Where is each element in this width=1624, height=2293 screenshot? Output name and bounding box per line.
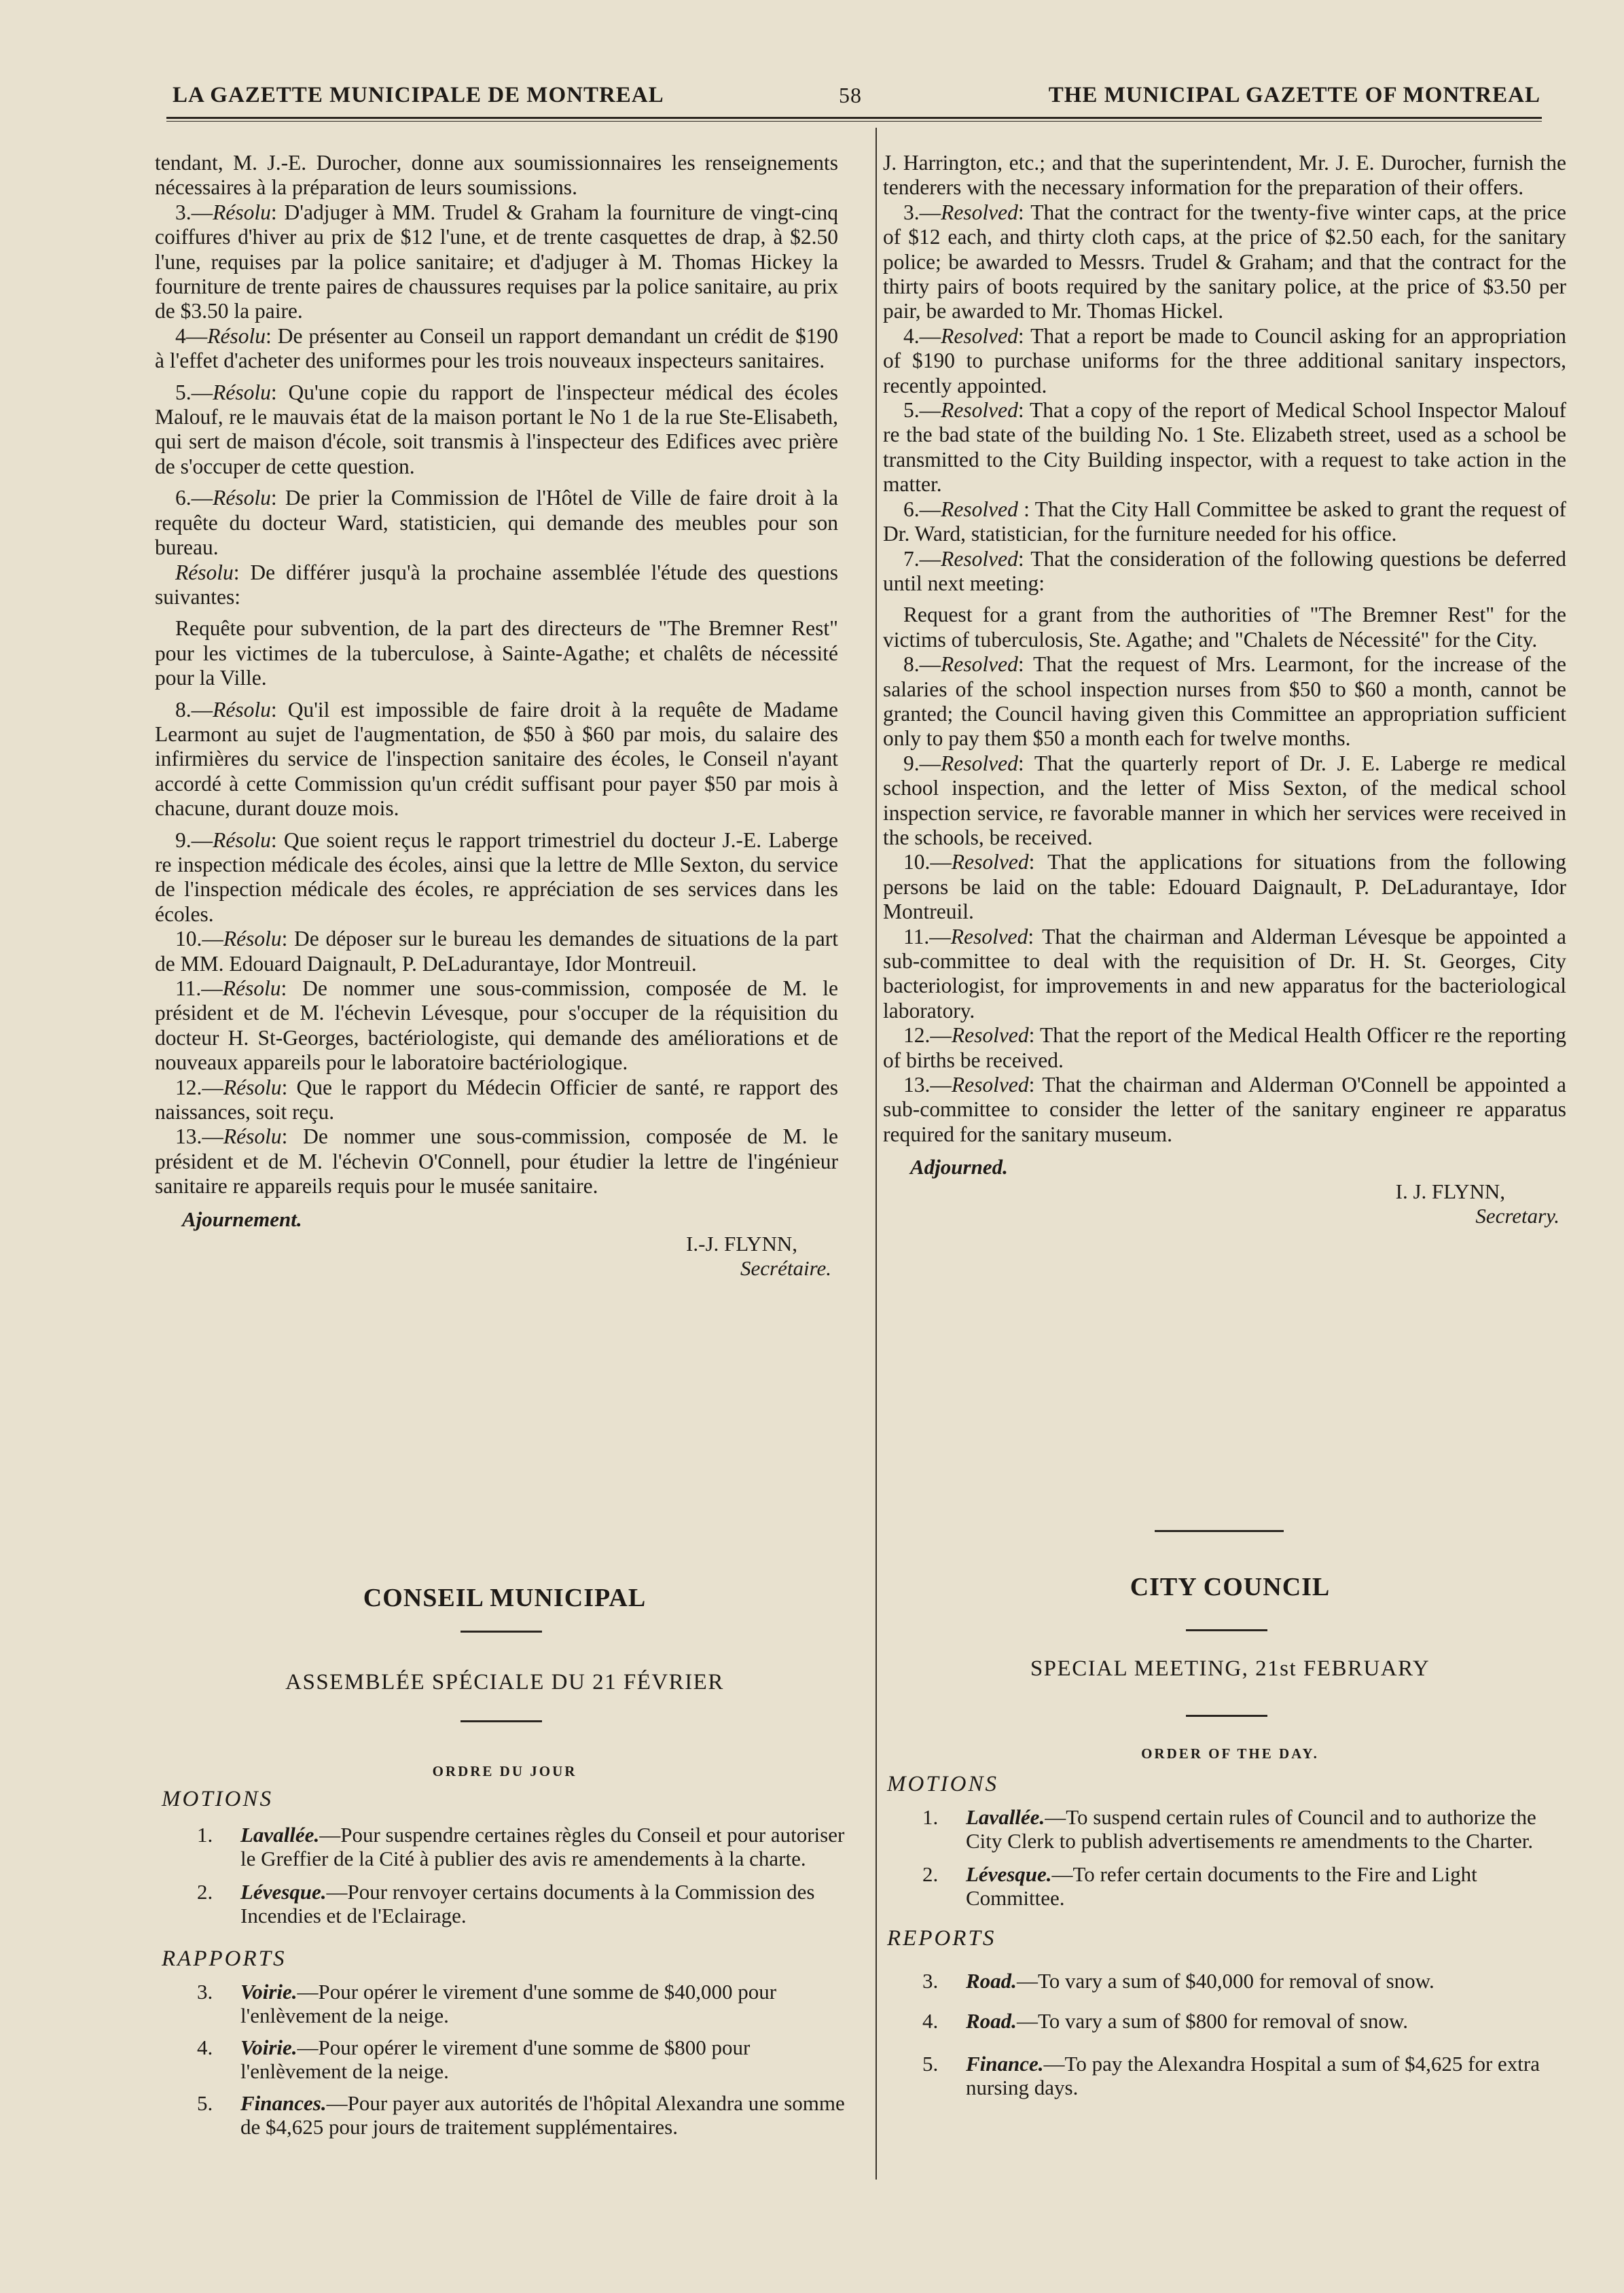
running-header [170, 76, 1540, 117]
header-title-fr: LA GAZETTE MUNICIPALE DE MONTREAL [173, 83, 664, 107]
fr-resolution-13: 13.—Résolu: De nommer une sous-commission, composée de M. le président et de M. l'échevin O'Connell, pour étudier la lettre de l'ingénieur sanitaire re appareils requis pour le musée sanitaire. [155, 1124, 838, 1198]
fr-resolution-12: 12.—Résolu: Que le rapport du Médecin Officier de santé, re rapport des naissances, soit reçu. [155, 1075, 838, 1124]
fr-resolution-9: 9.—Résolu: Que soient reçus le rapport trimestriel du docteur J.-E. Laberge re inspection médicale des écoles, ainsi que la lettre de Mlle Sexton, du service de l'inspection médicale des écoles, re appréciation de ses services dans les écoles. [155, 828, 838, 926]
en-resolution-6: 6.—Resolved : That the City Hall Committee be asked to grant the request of Dr. Ward, statistician, for the furniture needed for his office. [883, 497, 1566, 546]
fr-adjournment: Ajournement. [182, 1207, 302, 1231]
en-signature-name: I. J. FLYNN, [1395, 1179, 1505, 1204]
en-resolution-8: 8.—Resolved: That the request of Mrs. Learmont, for the increase of the salaries of the school inspection nurses from $50 to $60 a month, cannot be granted; the Council having given this Committee an appropriation sufficient only to pay them $50 a month each for twelve months. [883, 652, 1566, 751]
reports-label-fr: RAPPORTS [162, 1947, 287, 1971]
fr-signature-name: I.-J. FLYNN, [686, 1231, 797, 1256]
council-title-fr: CONSEIL MUNICIPAL [363, 1584, 647, 1612]
report-item-fr-5: 5. Finances.—Pour payer aux autorités de l'hôpital Alexandra une somme de $4,625 pour jours de traitement supplémentaires. [197, 2091, 845, 2139]
en-resolution-4: 4.—Resolved: That a report be made to Council asking for an appropriation of $190 to purchase uniforms for the three additional sanitary inspectors, recently appointed. [883, 323, 1566, 397]
report-item-fr-4: 4. Voirie.—Pour opérer le virement d'une somme de $800 pour l'enlèvement de la neige. [197, 2036, 751, 2083]
fr-para-1: tendant, M. J.-E. Durocher, donne aux soumissionnaires les renseignements nécessaires à la préparation de leurs soumissions. [155, 151, 838, 200]
section-divider [1155, 1530, 1284, 1532]
order-of-day-fr: ORDRE DU JOUR [432, 1763, 577, 1779]
order-of-day-en: ORDER OF THE DAY. [1141, 1745, 1319, 1762]
title-underline-en [1186, 1629, 1267, 1631]
header-rule-thin [166, 121, 1542, 122]
header-rule [166, 117, 1542, 119]
en-resolution-10: 10.—Resolved: That the applications for situations from the following persons be laid on the table: Edouard Daignault, P. DeLadurantaye, Idor Montreuil. [883, 850, 1566, 924]
en-resolution-9: 9.—Resolved: That the quarterly report of Dr. J. E. Laberge re medical school inspection, and the letter of Miss Sexton, of the medical school inspection service, re favorable manner in which her services were received in the schools, be received. [883, 751, 1566, 849]
motions-label-fr: MOTIONS [162, 1787, 274, 1811]
en-signature-title: Secretary. [1475, 1204, 1559, 1228]
fr-resolution-5: 5.—Résolu: Qu'une copie du rapport de l'inspecteur médical des écoles Malouf, re le mauvais état de la maison portant le No 1 de la rue Ste-Elisabeth, qui sert de maison d'école, soit transmis à l'inspecteur des Edifices avec prière de s'occuper de cette question. [155, 380, 838, 478]
en-deferred-items: Request for a grant from the authorities of "The Bremner Rest" for the victims of tuberculosis, Ste. Agathe; and "Chalets de Nécessité" for the City. [883, 603, 1566, 652]
en-resolution-5: 5.—Resolved: That a copy of the report of Medical School Inspector Malouf re the bad state of the building No. 1 Ste. Elizabeth street, used as a school be transmitted to the City Building inspector, with a request to take action in the matter. [883, 398, 1566, 497]
fr-resolution-3: 3.—Résolu: D'adjuger à MM. Trudel & Graham la fourniture de vingt-cinq coiffures d'hiver au prix de $12 l'une, et de trente casquettes de drap, à $2.50 l'une, requises par la police sanitaire; et d'adjuger à M. Thomas Hickey la fourniture de trente paires de chaussures requises par la police sanitaire, au prix de $3.50 la paire. [155, 200, 838, 323]
en-resolution-3: 3.—Resolved: That the contract for the twenty-five winter caps, at the price of $12 each, and thirty cloth caps, at the price of $2.50 each, for the sanitary police; be awarded to Messrs. Trudel & Graham; and that the contract for the thirty pairs of boots required by the sanitary police, at the price of $3.50 per pair, be awarded to Mr. Thomas Hickel. [883, 200, 1566, 323]
motion-item-en-2: 2. Lévesque.—To refer certain documents to the Fire and Light Committee. [922, 1862, 1477, 1910]
fr-deferred-items: Requête pour subvention, de la part des directeurs de "The Bremner Rest" pour les victimes de la tuberculose, à Sainte-Agathe; et chalêts de nécessité pour la Ville. [155, 616, 838, 690]
report-item-en-3: 3. Road.—To vary a sum of $40,000 for removal of snow. [922, 1969, 1434, 1993]
page-number: 58 [839, 83, 862, 107]
motion-item-fr-2: 2. Lévesque.—Pour renvoyer certains documents à la Commission des Incendies et de l'Eclairage. [197, 1880, 815, 1927]
column-english [883, 151, 1566, 1228]
en-adjournment: Adjourned. [910, 1155, 1008, 1179]
meeting-underline-fr [461, 1720, 542, 1722]
column-separator [876, 128, 877, 2180]
council-title-en: CITY COUNCIL [1130, 1573, 1331, 1601]
report-item-en-5: 5. Finance.—To pay the Alexandra Hospital a sum of $4,625 for extra nursing days. [922, 2052, 1540, 2099]
meeting-title-fr: ASSEMBLÉE SPÉCIALE DU 21 FÉVRIER [285, 1670, 724, 1694]
fr-signature-title: Secrétaire. [740, 1256, 831, 1280]
en-resolution-12: 12.—Resolved: That the report of the Medical Health Officer re the reporting of births be received. [883, 1023, 1566, 1072]
en-signature [883, 1179, 1566, 1228]
motions-label-en: MOTIONS [887, 1772, 999, 1796]
fr-signature [155, 1232, 838, 1281]
en-para-1: J. Harrington, etc.; and that the superintendent, Mr. J. E. Durocher, furnish the tenderers with the necessary information for the preparation of their offers. [883, 151, 1566, 200]
meeting-title-en: SPECIAL MEETING, 21st FEBRUARY [1030, 1656, 1430, 1681]
report-item-en-4: 4. Road.—To vary a sum of $800 for removal of snow. [922, 2009, 1409, 2033]
fr-resolution-6b: Résolu: De différer jusqu'à la prochaine assemblée l'étude des questions suivantes: [155, 560, 838, 609]
motion-item-fr-1: 1. Lavallée.—Pour suspendre certaines règles du Conseil et pour autoriser le Greffier de la Cité à publier des avis re amendements à la charte. [197, 1823, 845, 1870]
en-resolution-13: 13.—Resolved: That the chairman and Alderman O'Connell be appointed a sub-committee to consider the letter of the sanitary engineer re apparatus required for the sanitary museum. [883, 1073, 1566, 1146]
motion-item-en-1: 1. Lavallée.—To suspend certain rules of Council and to authorize the City Clerk to publish advertisements re amendments to the Charter. [922, 1805, 1536, 1853]
council-agenda-en [887, 1563, 1573, 2099]
en-resolution-11: 11.—Resolved: That the chairman and Alderman Lévesque be appointed a sub-committee to deal with the requisition of Dr. H. St. Georges, City bacteriologist, for improvements in and new apparatus for the bacteriological laboratory. [883, 924, 1566, 1023]
meeting-underline-en [1186, 1715, 1267, 1717]
column-french [155, 151, 838, 1281]
fr-resolution-6: 6.—Résolu: De prier la Commission de l'Hôtel de Ville de faire droit à la requête du docteur Ward, statisticien, qui demande des meubles pour son bureau. [155, 486, 838, 560]
reports-label-en: REPORTS [887, 1926, 996, 1951]
fr-resolution-8: 8.—Résolu: Qu'il est impossible de faire droit à la requête de Madame Learmont au sujet de l'augmentation, de $50 à $60 par mois, du salaire des infirmières du service de l'inspection sanitaire des écoles, le Conseil n'ayant accordé à cette Commission qu'un crédit suffisant pour payer $50 par mois à chacune, durant douze mois. [155, 697, 838, 821]
fr-resolution-11: 11.—Résolu: De nommer une sous-commission, composée de M. le président et de M. l'échevin Lévesque, pour s'occuper de la réquisition du docteur H. St-Georges, bactériologiste, qui demande des améliorations et de nouveaux appareils pour le laboratoire bactériologique. [155, 976, 838, 1075]
council-agenda-fr [162, 1563, 848, 2139]
fr-resolution-10: 10.—Résolu: De déposer sur le bureau les demandes de situations de la part de MM. Edouard Daignault, P. DeLadurantaye, Idor Montreuil. [155, 927, 838, 976]
header-title-en: THE MUNICIPAL GAZETTE OF MONTREAL [1048, 83, 1540, 107]
report-item-fr-3: 3. Voirie.—Pour opérer le virement d'une somme de $40,000 pour l'enlèvement de la neige. [197, 1980, 777, 2027]
en-resolution-7: 7.—Resolved: That the consideration of the following questions be deferred until next meeting: [883, 546, 1566, 595]
title-underline-fr [461, 1631, 542, 1633]
fr-resolution-4: 4—Résolu: De présenter au Conseil un rapport demandant un crédit de $190 à l'effet d'acheter des uniformes pour les trois nouveaux inspecteurs sanitaires. [155, 323, 838, 373]
